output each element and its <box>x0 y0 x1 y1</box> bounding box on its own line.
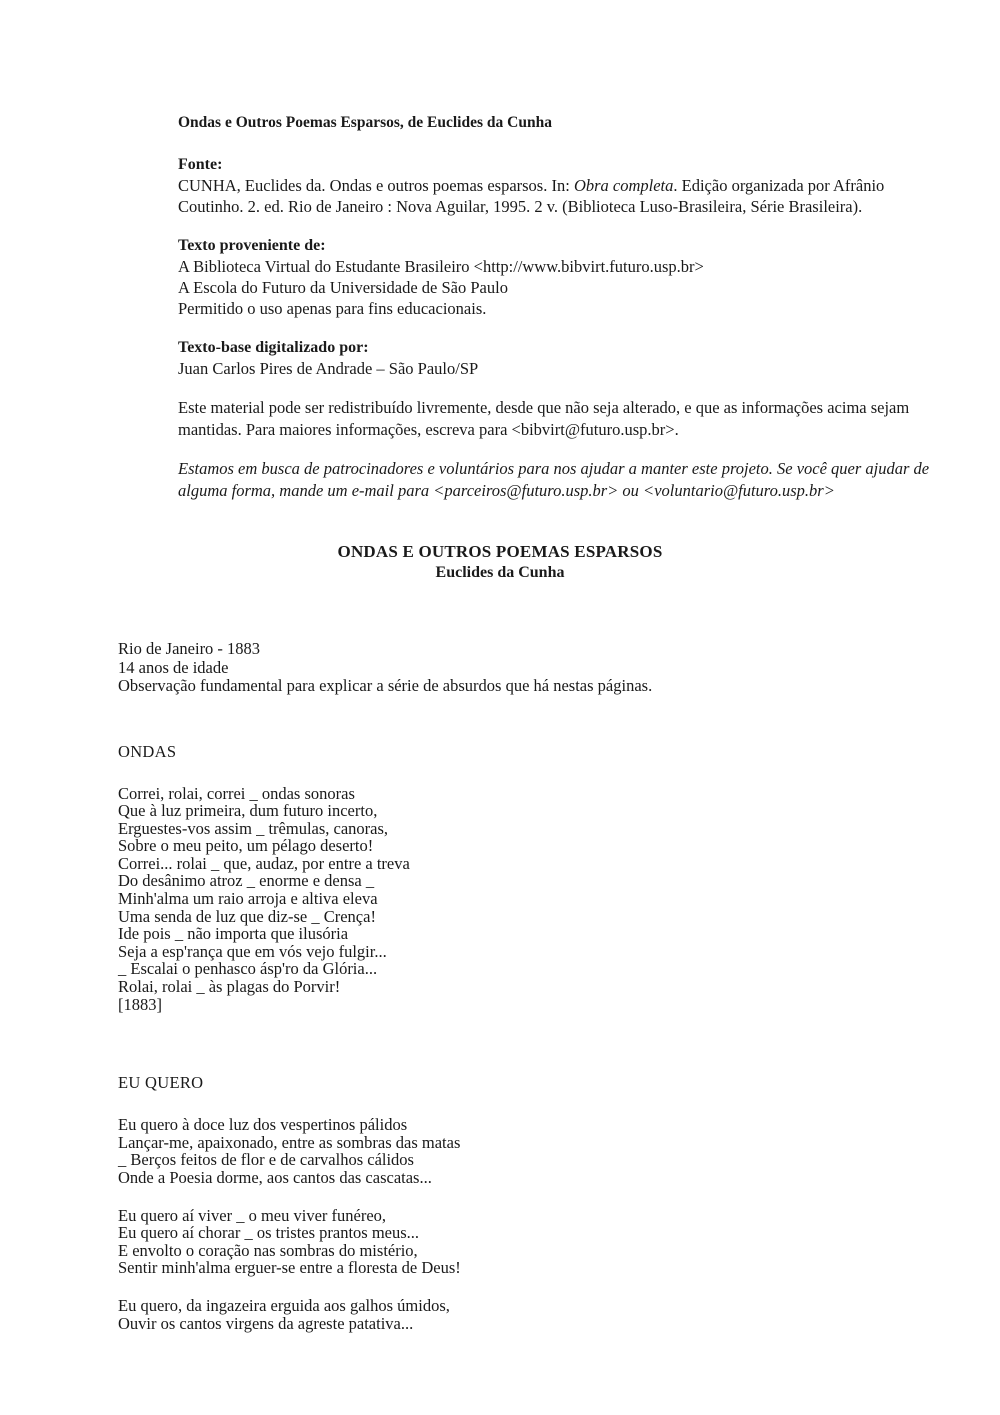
epigraph-line-place-year: Rio de Janeiro - 1883 <box>118 639 261 658</box>
verse-line: Sobre o meu peito, um pélago deserto! <box>118 836 374 856</box>
source-citation-text-b: . Edição organizada por Afrânio <box>673 176 885 195</box>
verse-line: Erguestes-vos assim _ trêmulas, canoras, <box>118 818 389 838</box>
digitized-by-name: Juan Carlos Pires de Andrade – São Paulo/SP <box>178 359 479 378</box>
verse-line: Rolai, rolai _ às plagas do Porvir! <box>118 977 341 997</box>
provenance-label: Texto proveniente de: <box>178 237 326 254</box>
digitized-by-section <box>178 337 930 379</box>
source-citation-line-2: Coutinho. 2. ed. Rio de Janeiro : Nova Aguilar, 1995. 2 v. (Biblioteca Luso-Brasileira, Série Brasileira). <box>178 197 863 216</box>
verse-line: Do desânimo atroz _ enorme e densa _ <box>118 871 375 891</box>
poem-date: [1883] <box>118 994 162 1014</box>
work-author: Euclides da Cunha <box>435 564 565 581</box>
verse-line: Correi... rolai _ que, audaz, por entre a treva <box>118 853 410 873</box>
poem-ondas <box>118 742 918 1014</box>
provenance-section <box>178 235 930 319</box>
verse-line: Sentir minh'alma erguer-se entre a floresta de Deus! <box>118 1258 461 1278</box>
verse-line: Ide pois _ não importa que ilusória <box>118 924 349 944</box>
source-citation-line-1 <box>178 175 930 196</box>
verse-line: Eu quero, da ingazeira erguida aos galhos úmidos, <box>118 1295 450 1315</box>
poem-heading: ONDAS <box>118 741 177 761</box>
verse-line: Eu quero aí viver _ o meu viver funéreo, <box>118 1205 387 1225</box>
verse-line: Uma senda de luz que diz-se _ Crença! <box>118 906 376 926</box>
verse-line: Minh'alma um raio arroja e altiva eleva <box>118 889 378 909</box>
source-citation-work-title: Obra completa <box>573 176 674 195</box>
epigraph-line-note: Observação fundamental para explicar a série de absurdos que há nestas páginas. <box>118 676 653 695</box>
stanza <box>118 1116 918 1186</box>
sponsorship-notice: Estamos em busca de patrocinadores e voluntários para nos ajudar a manter este projeto. Se você quer ajudar de alguma forma, mande um e-mail para <parceiros@futuro.usp.br> ou <voluntario@futuro.usp.br> <box>178 459 930 500</box>
poem-eu-quero <box>118 1073 918 1332</box>
verse-line: Onde a Poesia dorme, aos cantos das cascatas... <box>118 1168 432 1187</box>
provenance-line-usage: Permitido o uso apenas para fins educacionais. <box>178 299 487 318</box>
verse-line: Seja a esp'rança que em vós vejo fulgir... <box>118 941 387 961</box>
digitized-by-label: Texto-base digitalizado por: <box>178 339 369 356</box>
source-citation-text-a: CUNHA, Euclides da. Ondas e outros poemas esparsos. In: <box>178 176 574 195</box>
document-header-title: Ondas e Outros Poemas Esparsos, de Euclides da Cunha <box>178 114 552 131</box>
epigraph-block <box>118 640 918 696</box>
front-matter-block <box>178 113 930 519</box>
work-title-block <box>0 541 1000 583</box>
poem-body-column <box>118 640 918 1364</box>
verse-line: Eu quero à doce luz dos vespertinos pálidos <box>118 1115 408 1135</box>
poem-spacer <box>118 1045 918 1073</box>
stanza <box>118 1297 918 1332</box>
poem-heading: EU QUERO <box>118 1073 204 1093</box>
source-label: Fonte: <box>178 156 223 173</box>
source-section <box>178 154 930 217</box>
verse-line: Que à luz primeira, dum futuro incerto, <box>118 801 378 821</box>
verse-line: Correi, rolai, correi _ ondas sonoras <box>118 783 355 803</box>
stanza <box>118 1207 918 1277</box>
verse-line: Lançar-me, apaixonado, entre as sombras das matas <box>118 1132 461 1152</box>
verse-line: Eu quero aí chorar _ os tristes prantos meus... <box>118 1223 420 1243</box>
verse-line: _ Berços feitos de flor e de carvalhos cálidos <box>118 1150 414 1170</box>
epigraph-line-age: 14 anos de idade <box>118 657 229 677</box>
verse-line: E envolto o coração nas sombras do mistério, <box>118 1240 418 1260</box>
verse-line: _ Escalai o penhasco ásp'ro da Glória... <box>118 959 378 979</box>
redistribution-notice: Este material pode ser redistribuído livremente, desde que não seja alterado, e que as informações acima sejam mantidas. Para maiores informações, escreva para <bibvirt@futuro.usp.br>. <box>178 398 910 439</box>
stanza <box>118 785 918 1014</box>
verse-line: Ouvir os cantos virgens da agreste patativa... <box>118 1313 414 1333</box>
provenance-line-library: A Biblioteca Virtual do Estudante Brasileiro <http://www.bibvirt.futuro.usp.br> <box>178 257 704 276</box>
provenance-line-school: A Escola do Futuro da Universidade de São Paulo <box>178 278 508 297</box>
work-title: ONDAS E OUTROS POEMAS ESPARSOS <box>337 542 663 561</box>
